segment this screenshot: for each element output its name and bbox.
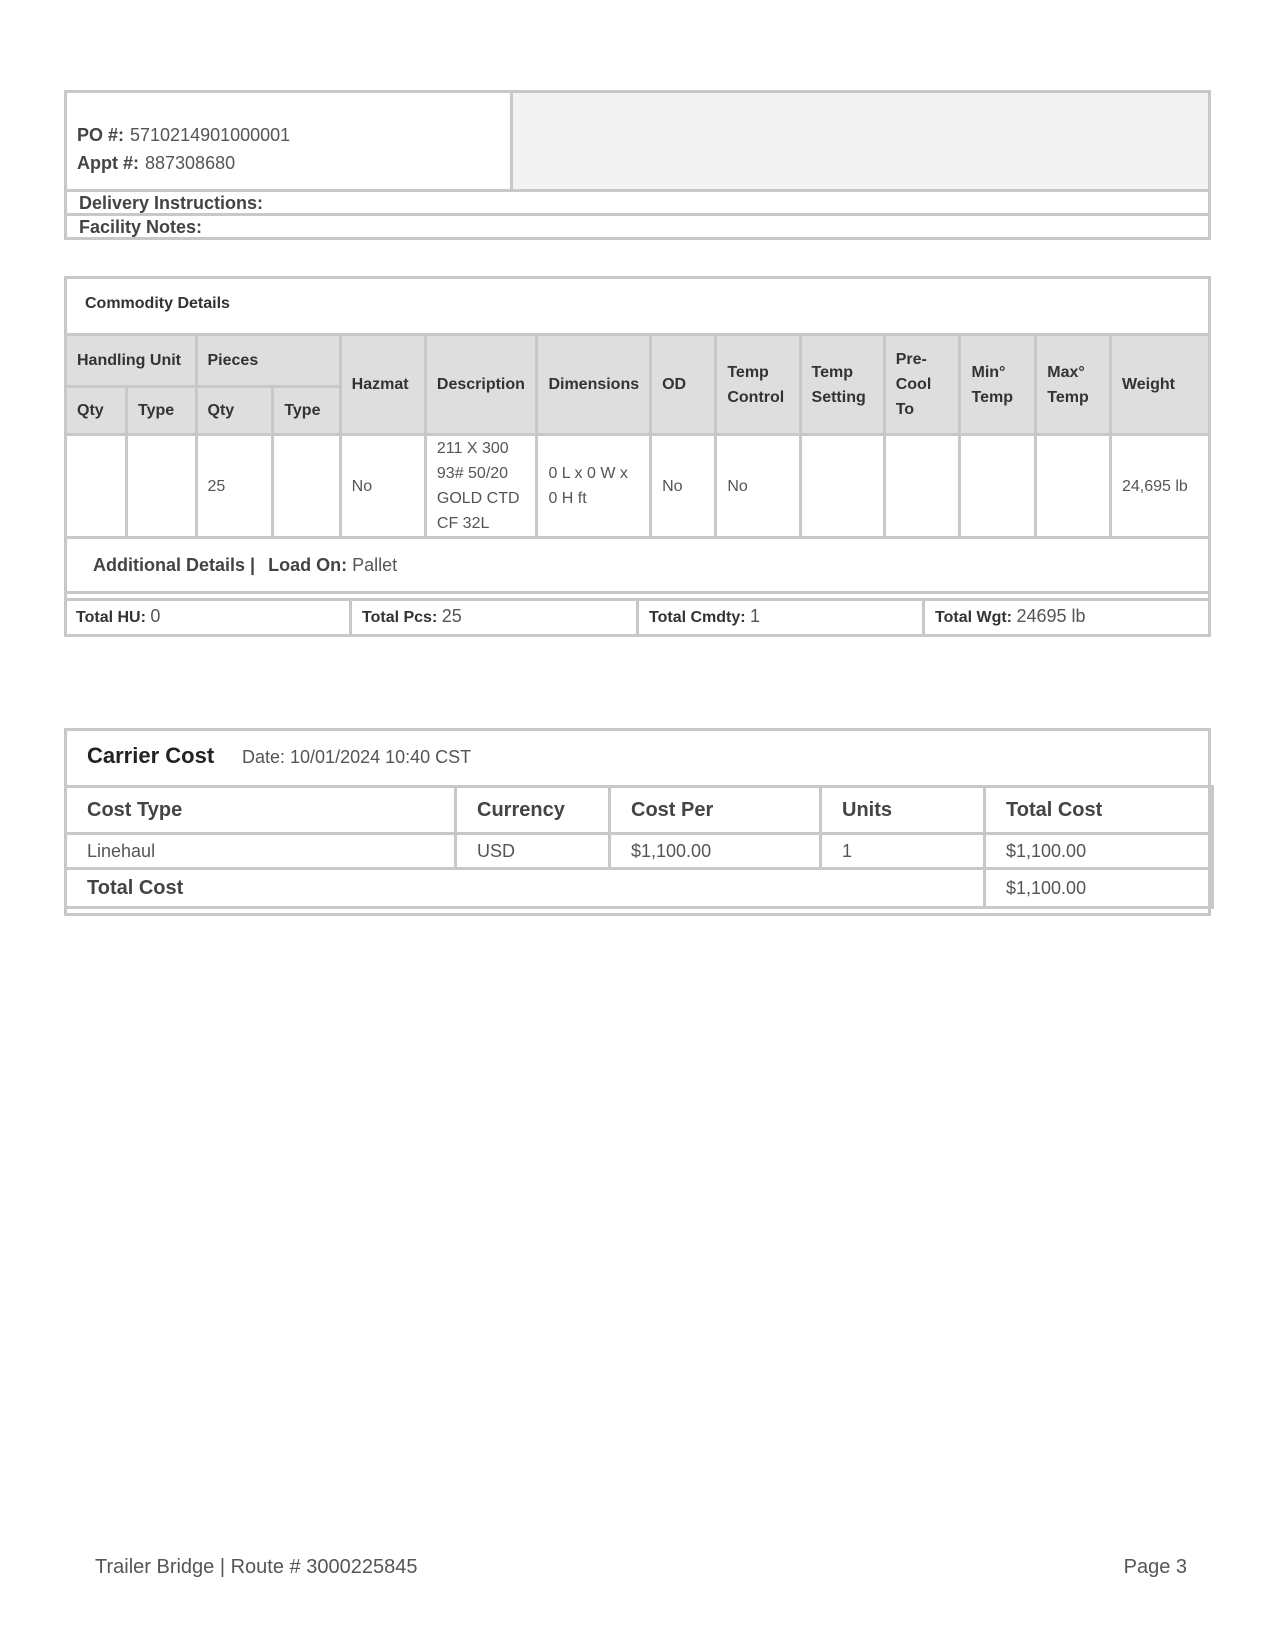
header-max-temp: Max° Temp [1036, 335, 1111, 435]
cell-max-temp [1036, 435, 1111, 538]
po-value: 5710214901000001 [130, 125, 291, 145]
po-number [77, 125, 290, 146]
order-info-block [64, 90, 1211, 240]
total-pcs-label: Total Pcs: [362, 609, 438, 626]
cell-pre-cool-to [884, 435, 960, 538]
table-row [66, 834, 1213, 869]
header-od: OD [651, 335, 716, 435]
commodity-details-section [64, 276, 1211, 637]
total-pcs-value: 25 [441, 606, 462, 626]
header-weight: Weight [1110, 335, 1209, 435]
carrier-cost-section [64, 728, 1211, 916]
delivery-instructions-label: Delivery Instructions: [79, 193, 264, 213]
totals-row [64, 598, 1211, 634]
cell-weight: 24,695 lb [1110, 435, 1209, 538]
header-min-temp: Min° Temp [960, 335, 1036, 435]
header-cost-type: Cost Type [66, 787, 456, 834]
header-pre-cool-to: Pre-Cool To [884, 335, 960, 435]
cell-hazmat: No [340, 435, 425, 538]
header-temp-setting: Temp Setting [800, 335, 884, 435]
total-cost-value: $1,100.00 [985, 869, 1213, 908]
total-hu [64, 601, 352, 634]
cell-pc-qty: 25 [196, 435, 273, 538]
divider [67, 213, 1208, 216]
total-wgt [925, 601, 1211, 634]
total-row [66, 869, 1213, 908]
order-ids-panel [67, 93, 513, 189]
header-hazmat: Hazmat [340, 335, 425, 435]
header-pc-type: Type [273, 387, 340, 435]
appt-value: 887308680 [145, 153, 236, 173]
carrier-cost-date: Date: 10/01/2024 10:40 CST [242, 747, 472, 767]
commodity-title: Commodity Details [85, 295, 230, 312]
facility-notes-label: Facility Notes: [79, 217, 203, 237]
load-on-value: Pallet [352, 554, 398, 575]
header-dimensions: Dimensions [537, 335, 651, 435]
po-label: PO #: [77, 125, 125, 145]
total-hu-value: 0 [150, 606, 161, 626]
cell-min-temp [960, 435, 1036, 538]
total-cmdty [639, 601, 925, 634]
cell-hu-qty [66, 435, 127, 538]
table-row [66, 435, 1210, 538]
header-hu-qty: Qty [66, 387, 127, 435]
header-handling-unit: Handling Unit [66, 335, 197, 387]
footer-page-number: Page 3 [1123, 1556, 1187, 1578]
additional-details-label: Additional Details | [93, 554, 256, 575]
total-hu-label: Total HU: [76, 609, 146, 626]
total-cmdty-value: 1 [750, 606, 761, 626]
total-wgt-label: Total Wgt: [935, 609, 1013, 626]
cell-cost-per: $1,100.00 [610, 834, 821, 869]
cell-description: 211 X 300 93# 50/20 GOLD CTD CF 32L [425, 435, 537, 538]
appt-number [77, 153, 235, 174]
footer-route: Trailer Bridge | Route # 3000225845 [95, 1556, 418, 1578]
header-temp-control: Temp Control [716, 335, 800, 435]
cell-hu-type [127, 435, 196, 538]
cell-temp-control: No [716, 435, 800, 538]
cell-cost-type: Linehaul [66, 834, 456, 869]
order-blank-panel [513, 93, 1208, 189]
cell-total-cost: $1,100.00 [985, 834, 1213, 869]
header-description: Description [425, 335, 537, 435]
cell-units: 1 [821, 834, 985, 869]
total-cmdty-label: Total Cmdty: [649, 609, 746, 626]
cell-temp-setting [800, 435, 884, 538]
header-pieces: Pieces [196, 335, 340, 387]
cell-od: No [651, 435, 716, 538]
cell-currency: USD [456, 834, 610, 869]
header-currency: Currency [456, 787, 610, 834]
cell-dimensions: 0 L x 0 W x 0 H ft [537, 435, 651, 538]
header-pc-qty: Qty [196, 387, 273, 435]
header-units: Units [821, 787, 985, 834]
total-cost-label: Total Cost [66, 869, 985, 908]
header-total-cost: Total Cost [985, 787, 1213, 834]
appt-label: Appt #: [77, 153, 139, 173]
header-cost-per: Cost Per [610, 787, 821, 834]
additional-details [66, 538, 1210, 593]
divider [67, 189, 1208, 192]
total-wgt-value: 24695 lb [1016, 606, 1086, 626]
carrier-cost-table [64, 785, 1214, 909]
load-on-label: Load On: [268, 554, 348, 575]
commodity-table [64, 333, 1211, 594]
carrier-cost-title: Carrier Cost [87, 743, 215, 768]
total-pcs [352, 601, 639, 634]
header-hu-type: Type [127, 387, 196, 435]
cell-pc-type [273, 435, 340, 538]
